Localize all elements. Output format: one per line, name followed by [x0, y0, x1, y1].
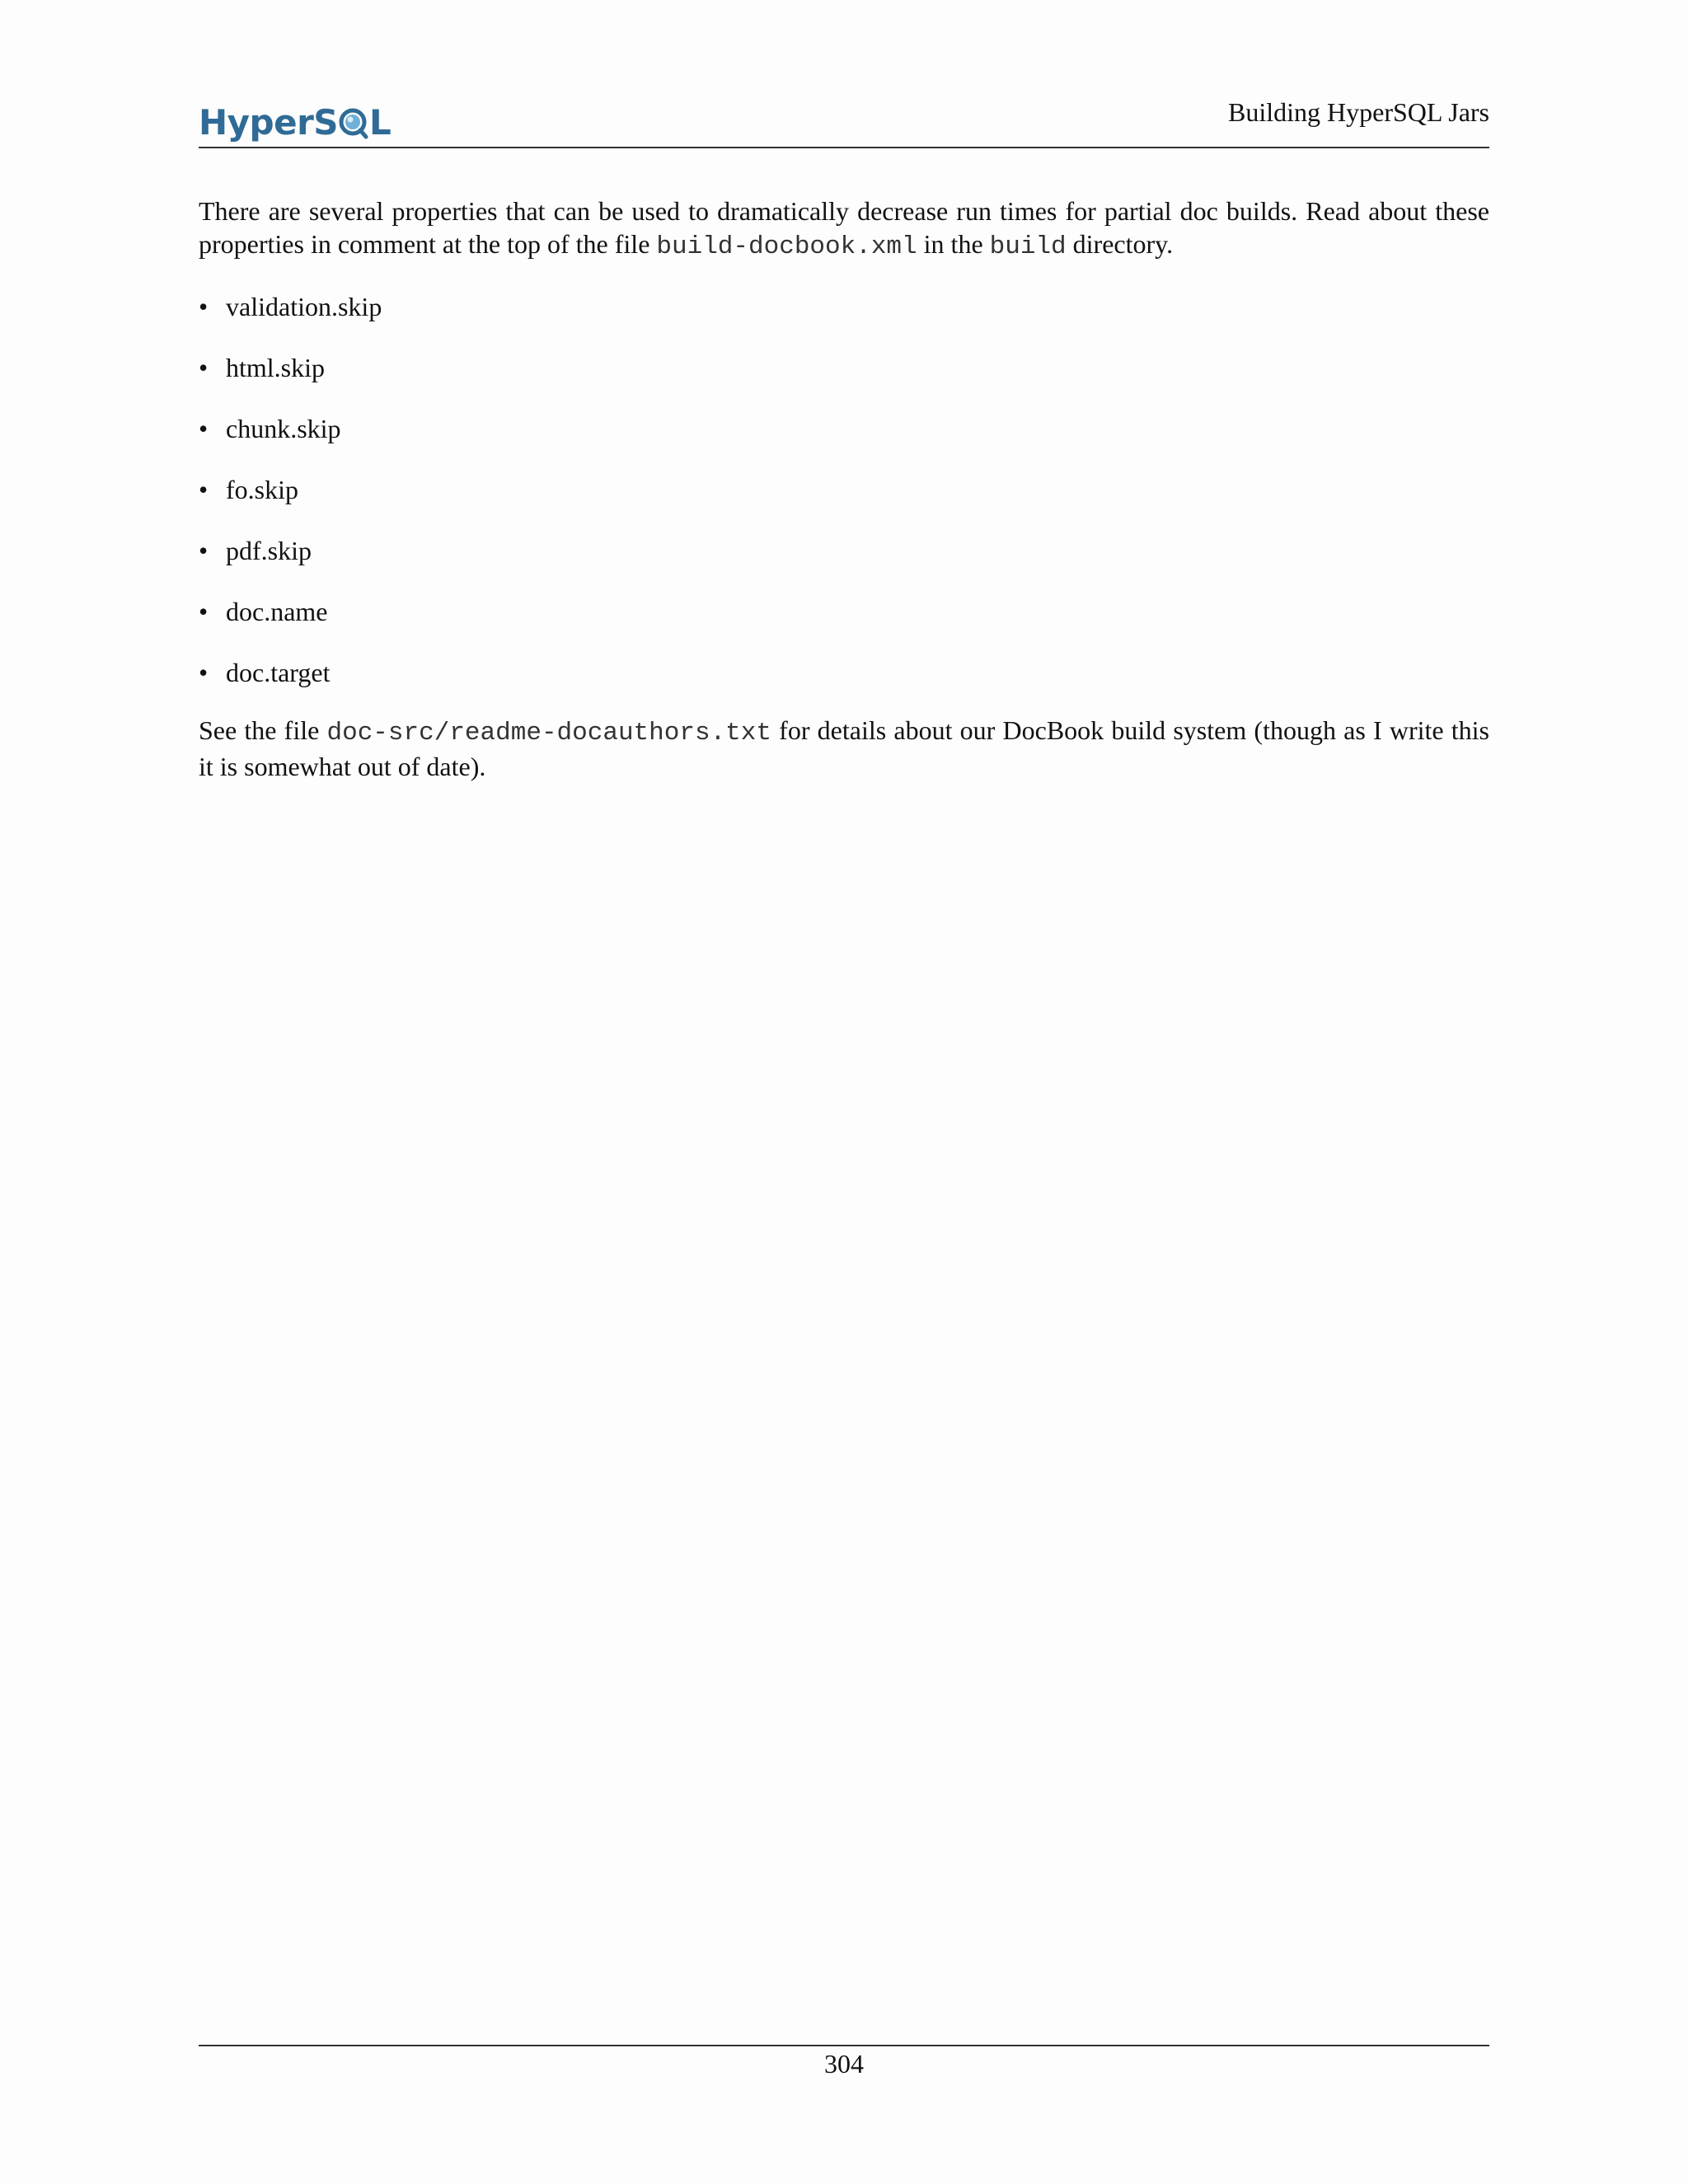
property-list [199, 290, 1489, 689]
bullet-icon: • [199, 353, 209, 382]
list-item-text: doc.name [226, 597, 328, 626]
list-item-text: validation.skip [226, 292, 382, 321]
code-readme-docauthors: doc-src/readme-docauthors.txt [326, 719, 771, 748]
list-item [199, 290, 1489, 323]
intro-paragraph [199, 194, 1489, 264]
bullet-icon: • [199, 658, 209, 687]
header-title: Building HyperSQL Jars [1227, 97, 1489, 127]
list-item [199, 473, 1489, 506]
list-item-text: chunk.skip [226, 414, 341, 443]
logo-wordmark [199, 97, 391, 147]
list-item [199, 351, 1489, 384]
page-header [199, 91, 1489, 148]
intro-text-2: in the [917, 229, 990, 259]
list-item-text: doc.target [226, 658, 331, 687]
list-item [199, 595, 1489, 628]
list-item-text: pdf.skip [226, 536, 312, 565]
code-build-dir: build [989, 232, 1067, 261]
docauthors-text-1: See the file [199, 715, 327, 745]
list-item [199, 656, 1489, 689]
intro-text-3: directory. [1066, 229, 1174, 259]
logo-text-before: HyperS [199, 101, 339, 143]
docauthors-text-2: for details about our DocBook build system (though as I write this it is somewhat out of date). [199, 715, 1490, 781]
intro-text-1: There are several properties that can be used to dramatically decrease run times for partial doc builds. Read about these properties in comment at the top of the file [199, 196, 1489, 259]
list-item [199, 534, 1489, 567]
bullet-icon: • [199, 414, 209, 443]
footer-divider [199, 2045, 1489, 2046]
code-build-docbook-xml: build-docbook.xml [656, 232, 917, 261]
list-item-text: html.skip [226, 353, 326, 382]
docauthors-paragraph [199, 714, 1489, 783]
page-number: 304 [824, 2049, 864, 2079]
bullet-icon: • [199, 292, 209, 321]
magnifier-q-icon [339, 97, 368, 147]
bullet-icon: • [199, 597, 209, 626]
bullet-icon: • [199, 536, 209, 565]
hypersql-logo [199, 97, 391, 147]
page-content [199, 194, 1489, 783]
bullet-icon: • [199, 475, 209, 504]
list-item [199, 412, 1489, 445]
logo-text-after: L [369, 101, 392, 143]
list-item-text: fo.skip [226, 475, 298, 504]
header-divider [199, 147, 1489, 148]
